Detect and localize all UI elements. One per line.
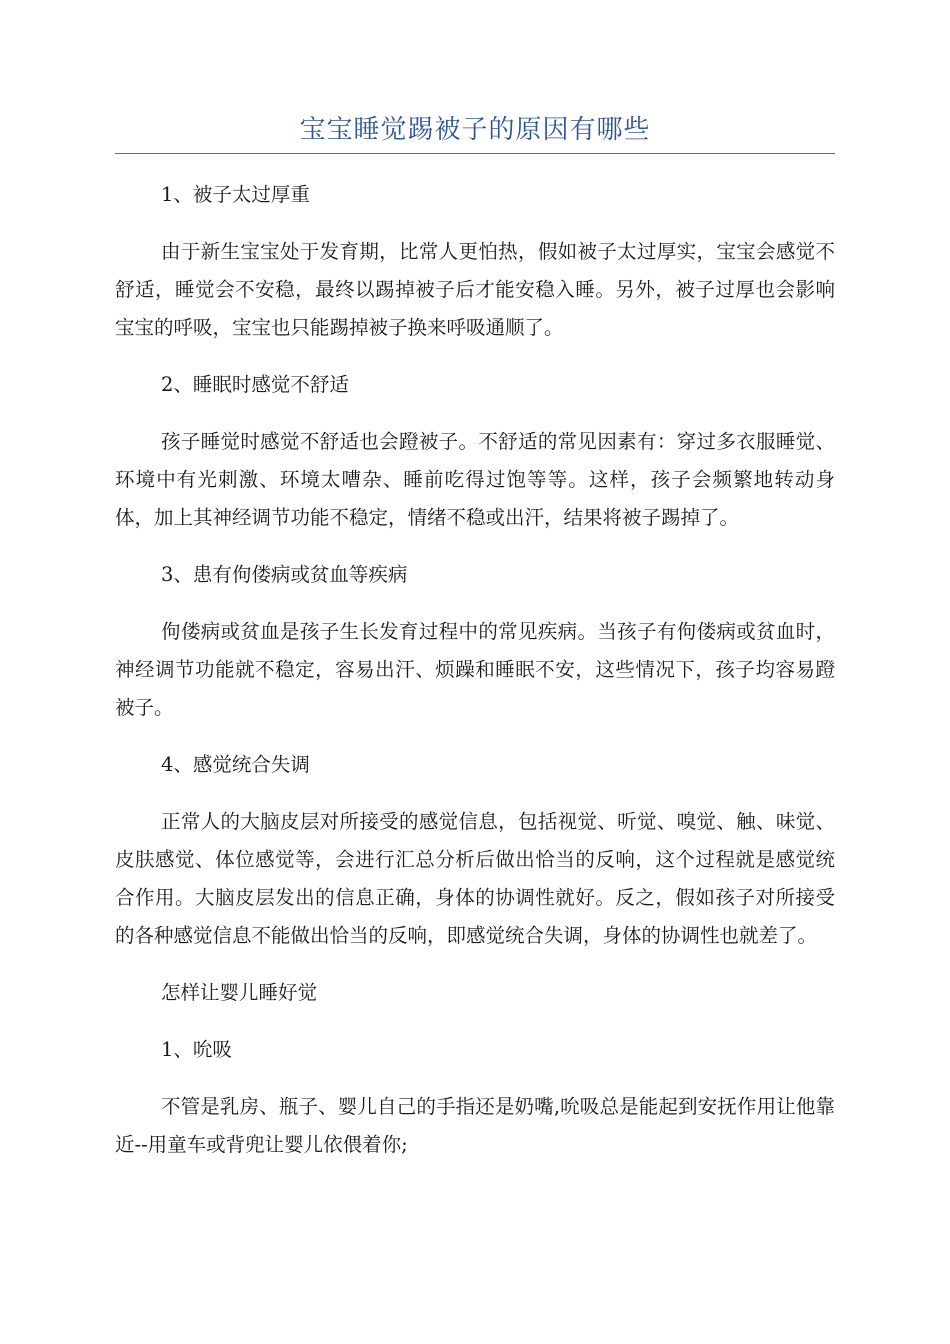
section-heading: 3、患有佝偻病或贫血等疾病 — [161, 563, 408, 586]
body-paragraph: 孩子睡觉时感觉不舒适也会蹬被子。不舒适的常见因素有：穿过多衣服睡觉、环境中有光刺激、环境太嘈杂、睡前吃得过饱等等。这样，孩子会频繁地转动身体，加上其神经调节功能不稳定，情绪不稳或出汗，结果将被子踢掉了。 — [115, 430, 835, 529]
section-heading: 4、感觉统合失调 — [161, 753, 310, 776]
title-underline — [115, 153, 835, 154]
document-body — [115, 176, 835, 1183]
section-heading: 1、吮吸 — [161, 1038, 232, 1061]
body-paragraph: 由于新生宝宝处于发育期，比常人更怕热，假如被子太过厚实，宝宝会感觉不舒适，睡觉会不安稳，最终以踢掉被子后才能安稳入睡。另外，被子过厚也会影响宝宝的呼吸，宝宝也只能踢掉被子换来呼吸通顺了。 — [115, 240, 835, 339]
body-paragraph: 佝偻病或贫血是孩子生长发育过程中的常见疾病。当孩子有佝偻病或贫血时，神经调节功能就不稳定，容易出汗、烦躁和睡眠不安，这些情况下，孩子均容易蹬被子。 — [115, 620, 835, 719]
section-heading: 2、睡眠时感觉不舒适 — [161, 373, 349, 396]
section-heading: 怎样让婴儿睡好觉 — [161, 981, 318, 1004]
section-heading: 1、被子太过厚重 — [161, 183, 310, 206]
body-paragraph: 正常人的大脑皮层对所接受的感觉信息，包括视觉、听觉、嗅觉、触、味觉、皮肤感觉、体位感觉等，会进行汇总分析后做出恰当的反响，这个过程就是感觉统合作用。大脑皮层发出的信息正确，身体的协调性就好。反之，假如孩子对所接受的各种感觉信息不能做出恰当的反响，即感觉统合失调，身体的协调性也就差了。 — [115, 810, 835, 947]
body-paragraph: 不管是乳房、瓶子、婴儿自己的手指还是奶嘴,吮吸总是能起到安抚作用让他靠近--用童车或背兜让婴儿依偎着你; — [115, 1095, 835, 1156]
document-title: 宝宝睡觉踢被子的原因有哪些 — [299, 115, 651, 145]
